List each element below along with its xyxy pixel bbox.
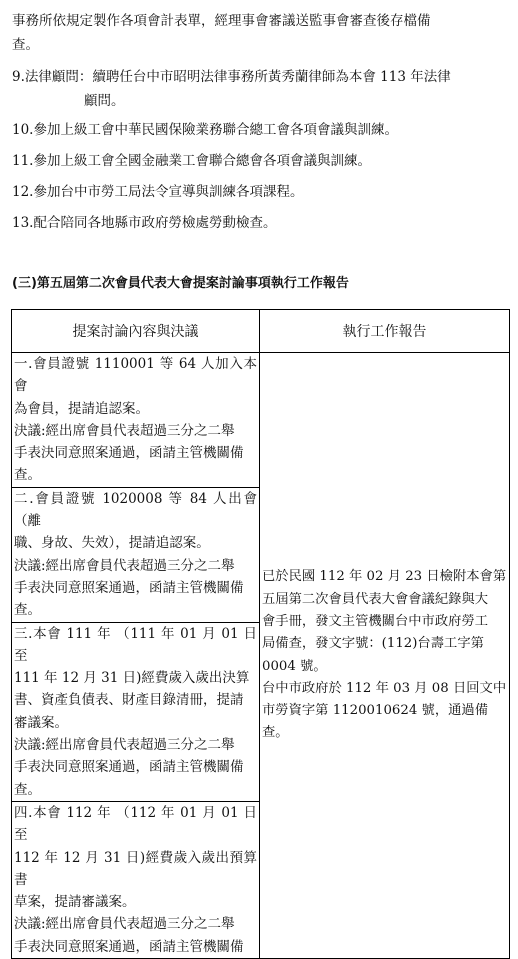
report-line: 五屆第二次會員代表大會會議紀錄與大 bbox=[262, 591, 489, 607]
header-proposal: 提案討論內容與決議 bbox=[12, 310, 260, 353]
table-row bbox=[12, 353, 510, 488]
proposal-line: 決議:經出席會員代表超過三分之二舉 bbox=[14, 916, 235, 933]
proposal-line: 四.本會 112 年 （112 年 01 月 01 日至 bbox=[14, 804, 257, 844]
proposal-line: 手表決同意照案通過，函請主管機關備 bbox=[14, 759, 244, 776]
intro-line-2: 查。 bbox=[12, 37, 39, 53]
list-item-text: 參加台中市勞工局法令宣導與訓練各項課程。 bbox=[33, 184, 304, 200]
proposal-line: 書、資產負債表、財產目錄清冊，提請 bbox=[14, 692, 244, 709]
list-item-number: 9. bbox=[12, 69, 25, 85]
list-item-9-continuation: 顧問。 bbox=[84, 93, 125, 109]
report-line: 市勞資字第 1120010624 號，通過備查。 bbox=[262, 703, 489, 741]
report-cell bbox=[260, 353, 510, 959]
proposal-line: 查。 bbox=[14, 467, 41, 484]
report-line: 台中市政府於 112 年 03 月 08 日回文中 bbox=[262, 680, 507, 696]
proposal-line: 草案，提請審議案。 bbox=[14, 894, 136, 911]
table-header-row bbox=[12, 310, 510, 353]
proposal-cell-2 bbox=[12, 487, 260, 622]
proposal-line: 112 年 12 月 31 日)經費歲入歲出預算書 bbox=[14, 849, 257, 888]
proposal-cell-4 bbox=[12, 801, 260, 958]
report-line: 0004 號。 bbox=[262, 658, 327, 674]
report-line: 已於民國 112 年 02 月 23 日檢附本會第 bbox=[262, 569, 507, 585]
list-item-12 bbox=[12, 180, 508, 204]
proposal-line: 決議:經出席會員代表超過三分之二舉 bbox=[14, 557, 235, 574]
list-item-10 bbox=[12, 118, 508, 142]
proposal-line: 查。 bbox=[14, 781, 41, 798]
list-item-9 bbox=[12, 65, 508, 89]
list-item-number: 11. bbox=[12, 153, 34, 169]
proposal-line: 為會員，提請追認案。 bbox=[14, 400, 149, 417]
proposal-line: 一.會員證號 1110001 等 64 人加入本會 bbox=[14, 356, 257, 395]
proposal-cell-3 bbox=[12, 622, 260, 801]
proposal-line: 決議:經出席會員代表超過三分之二舉 bbox=[14, 737, 235, 754]
proposal-line: 手表決同意照案通過，函請主管機關備 bbox=[14, 579, 244, 596]
proposal-line: 手表決同意照案通過，函請主管機關備 bbox=[14, 938, 244, 955]
list-item-number: 13. bbox=[12, 215, 34, 231]
section-title: (三)第五屆第二次會員代表大會提案討論事項執行工作報告 bbox=[12, 276, 349, 291]
list-item-number: 12. bbox=[12, 184, 34, 200]
list-item-text: 參加上級工會全國金融業工會聯合總會各項會議與訓練。 bbox=[33, 153, 371, 169]
list-item-text: 法律顧問：續聘任台中市昭明法律事務所黃秀蘭律師為本會 113 年法律 bbox=[24, 69, 451, 85]
list-item-text: 配合陪同各地縣市政府勞檢處勞動檢查。 bbox=[33, 215, 277, 231]
proposal-line: 審議案。 bbox=[14, 714, 68, 731]
proposal-line: 三.本會 111 年 （111 年 01 月 01 日至 bbox=[14, 625, 257, 664]
proposal-line: 111 年 12 月 31 日)經費歲入歲出決算 bbox=[14, 670, 250, 687]
header-report: 執行工作報告 bbox=[260, 310, 510, 353]
proposal-cell-1 bbox=[12, 353, 260, 488]
proposal-line: 決議:經出席會員代表超過三分之二舉 bbox=[14, 422, 235, 439]
proposal-table bbox=[11, 309, 510, 959]
list-item-number: 10. bbox=[12, 122, 34, 138]
list-item-11 bbox=[12, 149, 508, 173]
proposal-line: 查。 bbox=[14, 602, 41, 619]
proposal-line: 手表決同意照案通過，函請主管機關備 bbox=[14, 445, 244, 462]
proposal-line: 職、身故、失效），提請追認案。 bbox=[14, 535, 210, 552]
report-line: 局備查，發文字號：(112)台壽工字第 bbox=[262, 636, 484, 652]
report-line: 會手冊，發文主管機關台中市政府勞工 bbox=[262, 613, 489, 629]
intro-line-1: 事務所依規定製作各項會計表單，經理事會審議送監事會審查後存檔備 bbox=[12, 13, 431, 29]
list-item-13 bbox=[12, 211, 508, 235]
proposal-line: 二.會員證號 1020008 等 84 人出會（離 bbox=[14, 490, 257, 530]
list-item-text: 參加上級工會中華民國保險業務聯合總工會各項會議與訓練。 bbox=[33, 122, 398, 138]
